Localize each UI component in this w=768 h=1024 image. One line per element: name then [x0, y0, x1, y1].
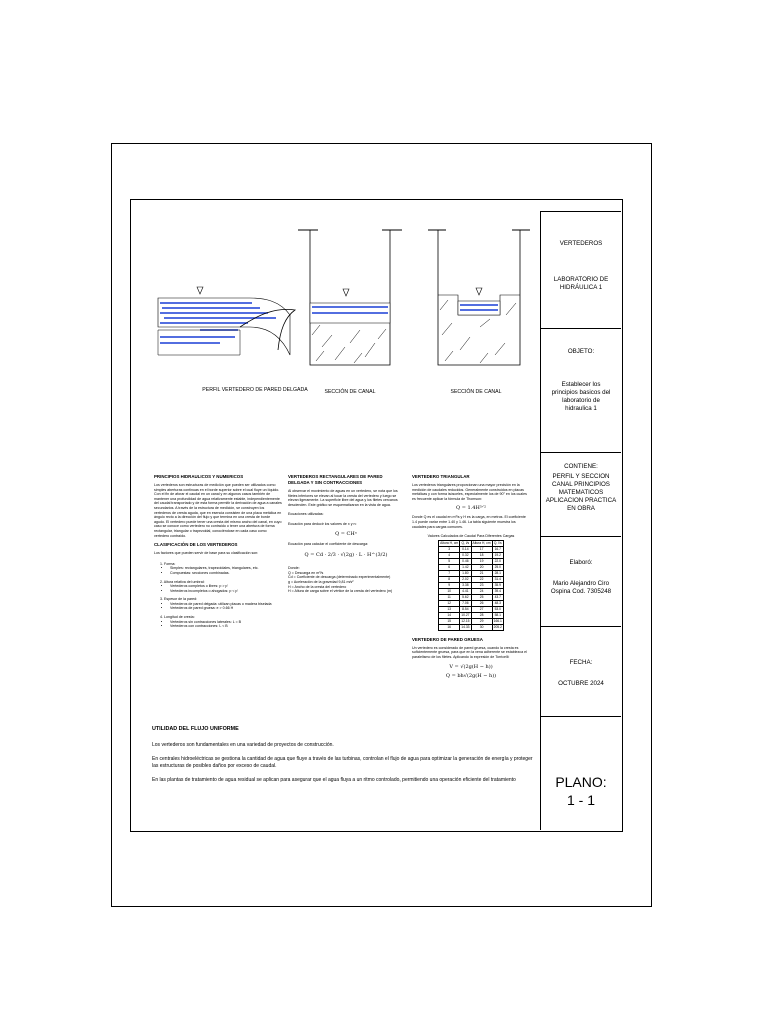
- table-cell: 17: [471, 546, 492, 552]
- section-canal-2-drawing: [428, 230, 530, 365]
- table-cell: 0.32: [460, 552, 471, 558]
- table-cell: 29: [471, 618, 492, 624]
- table-cell: 21: [471, 570, 492, 576]
- table-cell: 27: [471, 606, 492, 612]
- thick-weir-heading: VERTEDERO DE PARED GRUESA: [412, 636, 483, 642]
- tb-author-label: Elaboró:: [569, 559, 593, 566]
- table-cell: 24: [471, 588, 492, 594]
- table-cell: 5.62: [460, 594, 471, 600]
- table-cell: 15: [439, 618, 460, 624]
- table-cell: 8.54: [460, 606, 471, 612]
- utility-section: [152, 726, 534, 784]
- var-4: H = Ancho de la cresta del vertedero: [288, 584, 347, 589]
- tb-sheet-label: PLANO:: [555, 774, 607, 790]
- table-cell: 26: [471, 600, 492, 606]
- section-canal-1-drawing: [298, 230, 402, 365]
- table-cell: 166.1: [493, 619, 502, 624]
- utility-title: UTILIDAD DEL FLUJO UNIFORME: [152, 726, 239, 732]
- var-1: Q = Descarga en m³/s: [288, 570, 324, 575]
- principles-heading: PRINCIPIOS HIDRAULICOS Y NUMERICOS: [154, 474, 244, 479]
- table-cell: 30: [471, 624, 492, 630]
- tb-sheet-number: 1 - 1: [566, 792, 595, 808]
- classification-list: [154, 562, 282, 629]
- drawings: [140, 215, 540, 400]
- table-cell: 12: [439, 600, 460, 606]
- tri-weir-text: Los vertederos triangulares proporcionan una mayor precisión en la medición de caudales reducidos. Generalmente construidos en placas metálicas y con forma isósceles, especialmente los de 90° en los cuales es frecuente aplicar la fórmula de Thomson:: [412, 483, 527, 501]
- table-cell: 25.0: [492, 564, 503, 570]
- class-group: 3. Espesor de la pared: • Vertederos de pared delgada: utilizan placas o madera biselada • Vertederos de pared gruesa: e > 0.66 H: [160, 597, 282, 611]
- table-cell: 23: [471, 582, 492, 588]
- table-cell: 53.0: [492, 606, 503, 612]
- table-cell: 0.46: [460, 558, 471, 564]
- classification-intro: Los factores que pueden servir de base para su clasificación son:: [154, 551, 259, 556]
- tb-line: [541, 716, 621, 717]
- tb-line: [541, 452, 621, 453]
- class-group: 2. Altura relativa del umbral: • Vertederos completos o libres: p > p' • Vertederos incompletos o ahogados: p < p': [160, 580, 282, 594]
- flow-table: [438, 540, 504, 631]
- table-cell: 19.2: [492, 552, 503, 558]
- table-cell: 31.4: [492, 576, 503, 582]
- tb-line: [541, 626, 621, 627]
- tb-line: [541, 328, 621, 329]
- table-cell: 28: [471, 612, 492, 618]
- var-5: H = Altura de carga sobre el vértice de la cresta del vertedero (m): [288, 589, 393, 594]
- tri-weir-text2: Donde Q es el caudal en m³/s y H es la carga, en metros. El coeficiente 1.4 puede variar entre 1.40 y 1.46. La tabla siguiente muestra los caudales para cargas comunes.: [412, 515, 526, 529]
- table-cell: 3: [439, 546, 460, 552]
- table-cell: 18: [471, 552, 492, 558]
- eq2-label: Ecuación para calcular el coeficiente de descarga:: [288, 541, 369, 546]
- utility-p1: Los vertederos son fundamentales en una variedad de proyectos de construcción.: [152, 742, 334, 748]
- tb-date: OCTUBRE 2024: [558, 680, 604, 687]
- class-group: 1. Forma: • Simples: rectangulares, trapezoidales, triangulares, etc. • Compuestas: secciones combinadas.: [160, 562, 282, 576]
- table-cell: 19: [471, 558, 492, 564]
- rect-weir-heading: VERTEDEROS RECTANGULARES DE PARED DELGADA Y SIN CONTRACCIONES: [288, 474, 383, 485]
- classification-heading: CLASIFICACIÓN DE LOS VERTEDEROS: [154, 542, 238, 548]
- table-cell: 14: [439, 612, 460, 618]
- profile-weir-drawing: [158, 287, 295, 355]
- col1: [154, 474, 282, 629]
- table-cell: 16.7: [492, 546, 503, 552]
- col3: [412, 474, 530, 679]
- tb-course: LABORATORIO DE HIDRÁULICA 1: [553, 276, 609, 291]
- table-cell: 25: [471, 594, 492, 600]
- table-cell: 8: [439, 576, 460, 582]
- table-cell: 205.2: [493, 625, 502, 630]
- tb-contents-label: CONTIENE:: [564, 463, 598, 470]
- table-cell: 5: [439, 558, 460, 564]
- table-cell: 28.1: [492, 570, 503, 576]
- tb-line: [541, 211, 621, 212]
- table-cell: 0.14: [460, 546, 471, 552]
- table-cell: 12.15: [461, 619, 470, 624]
- table-cell: 4: [439, 552, 460, 558]
- table-cell: 22: [471, 576, 492, 582]
- class-group: 4. Longitud de cresta: • Vertederos sin contracciones laterales: L = B • Vertederos con contracciones: L < B: [160, 615, 282, 629]
- torricelli-q: Q = bh√(2g(H − h)): [445, 672, 497, 679]
- eq1: Q = CHⁿ: [335, 530, 357, 537]
- eq1-label: Ecuación para deducir los valores de x y n:: [288, 521, 357, 526]
- tb-line: [541, 536, 621, 537]
- table-cell: 7: [439, 570, 460, 576]
- table-cell: 43.7: [492, 594, 503, 600]
- table-cell: 20: [471, 564, 492, 570]
- tri-weir-heading: VERTEDERO TRIANGULAR: [412, 474, 470, 479]
- table-row: [439, 624, 504, 630]
- table-cell: 3.38: [460, 582, 471, 588]
- col2: [288, 474, 404, 594]
- tb-project: VERTEDEROS: [559, 240, 603, 247]
- table-cell: 4.41: [460, 588, 471, 594]
- utility-p2: En centrales hidroeléctricas se gestiona la cantidad de agua que fluye a través de las turbinas, controlan el flujo de agua para optimizar la generación de energía y proteger las estructuras de posibles daños por exceso de caudal.: [152, 756, 533, 769]
- thomson-formula: Q = 1.4H⁵ᐟ²: [456, 505, 486, 512]
- eq2: Q = Cd · 2/3 · √(2g) · L · H^(3/2): [304, 552, 388, 559]
- table-title: Valores Calculados de Caudal Para Diferentes Cargas: [427, 534, 515, 539]
- table-cell: 10: [439, 588, 460, 594]
- thick-weir-text: Un vertedero es considerado de pared gruesa, cuando la cresta es suficientemente gruesa, para que en la vena adherente se establezca el paralelismo de los filetes. Aplicando la expresión de Torricelli:: [412, 645, 527, 659]
- tb-contents: PERFIL Y SECCION CANAL PRINCIPIOS MATEMATICOS APLICACION PRACTICA EN OBRA: [545, 473, 617, 512]
- tb-author: Mario Alejandro Ciro Ospina Cod. 7305248: [550, 580, 612, 595]
- table-cell: 13: [439, 606, 460, 612]
- table-cell: 10.27: [461, 613, 470, 618]
- tb-objective: Establecer los principios basicos del laboratorio de hidraulica 1: [551, 381, 611, 412]
- table-cell: 22.0: [492, 558, 503, 564]
- tb-objective-label: OBJETO:: [567, 348, 595, 355]
- table-cell: 58.1: [492, 612, 503, 618]
- table-cell: 11: [439, 594, 460, 600]
- principles-text: Los vertederos son estructuras de medición que pueden ser utilizados como simples aberturas continuas en el borde superior sobre el cual fluye un líquido. Con el fin de aforar el caudal en un canal y en algunos casos también de mantener una profundidad de agua relativamente estable, independientemente del caudal transportado y de esta forma permitir la derivación de agua a canales secundarios. A través de la estructura de medición, se construyen los vertederos de cresta aguda, que en esencia consisten de una placa metálica en ángulo recto a la dirección del flujo y que termina en una cresta de borde agudo. El vertedero puede tener una cresta del mismo ancho del canal, en cuyo caso se conoce como vertedero no contraído o tener una abertura de forma rectangular, triangular o trapezoidal, conociéndose en cada caso como vertedero contraído.: [154, 483, 282, 538]
- var-3: g = Aceleración de la gravedad 9,81 m/s²: [288, 579, 354, 584]
- rect-weir-text: Al observar el movimiento de aguas en un vertedero, se nota que los filetes inferiores se elevan al tocar la cresta del vertedero y luego se elevan ligeramente. La superficie libre del agua y los filetes cercanos descienden. Este gráfico se esquematizaran en la vista de agua.: [288, 489, 398, 507]
- var-2: Cd = Coeficiente de descarga (determinado experimentalmente): [288, 575, 391, 580]
- table-cell: 16: [439, 624, 460, 630]
- title-block-divider: [540, 211, 541, 830]
- utility-p3: En las plantas de tratamiento de agua residual se aplican para asegurar que el agua fluya a un ritmo controlado, permitiendo una operación eficiente del tratamiento: [152, 777, 516, 783]
- section1-label: SECCIÓN DE CANAL: [324, 389, 376, 395]
- table-cell: 48.3: [492, 600, 503, 606]
- profile-label: PERFIL VERTEDERO DE PARED DELGADA: [202, 387, 308, 393]
- equations-label: Ecuaciones utilizadas:: [288, 512, 324, 517]
- torricelli-v: V = √(2g(H − h)): [449, 663, 493, 670]
- table-header-row: Altura H, cm Q, l/s Altura H, cm Q, l/s: [440, 541, 502, 546]
- table-cell: 39.4: [492, 588, 503, 594]
- table-cell: 9: [439, 582, 460, 588]
- where-label: Donde:: [288, 566, 300, 571]
- table-cell: 1.80: [460, 570, 471, 576]
- table-cell: 14.33: [461, 625, 470, 630]
- table-cell: 6: [439, 564, 460, 570]
- section2-label: SECCIÓN DE CANAL: [450, 389, 502, 395]
- table-cell: 2.02: [460, 576, 471, 582]
- table-cell: 7.06: [460, 600, 471, 606]
- table-cell: 1.42: [460, 564, 471, 570]
- tb-date-label: FECHA:: [569, 659, 593, 666]
- table-cell: 35.9: [492, 582, 503, 588]
